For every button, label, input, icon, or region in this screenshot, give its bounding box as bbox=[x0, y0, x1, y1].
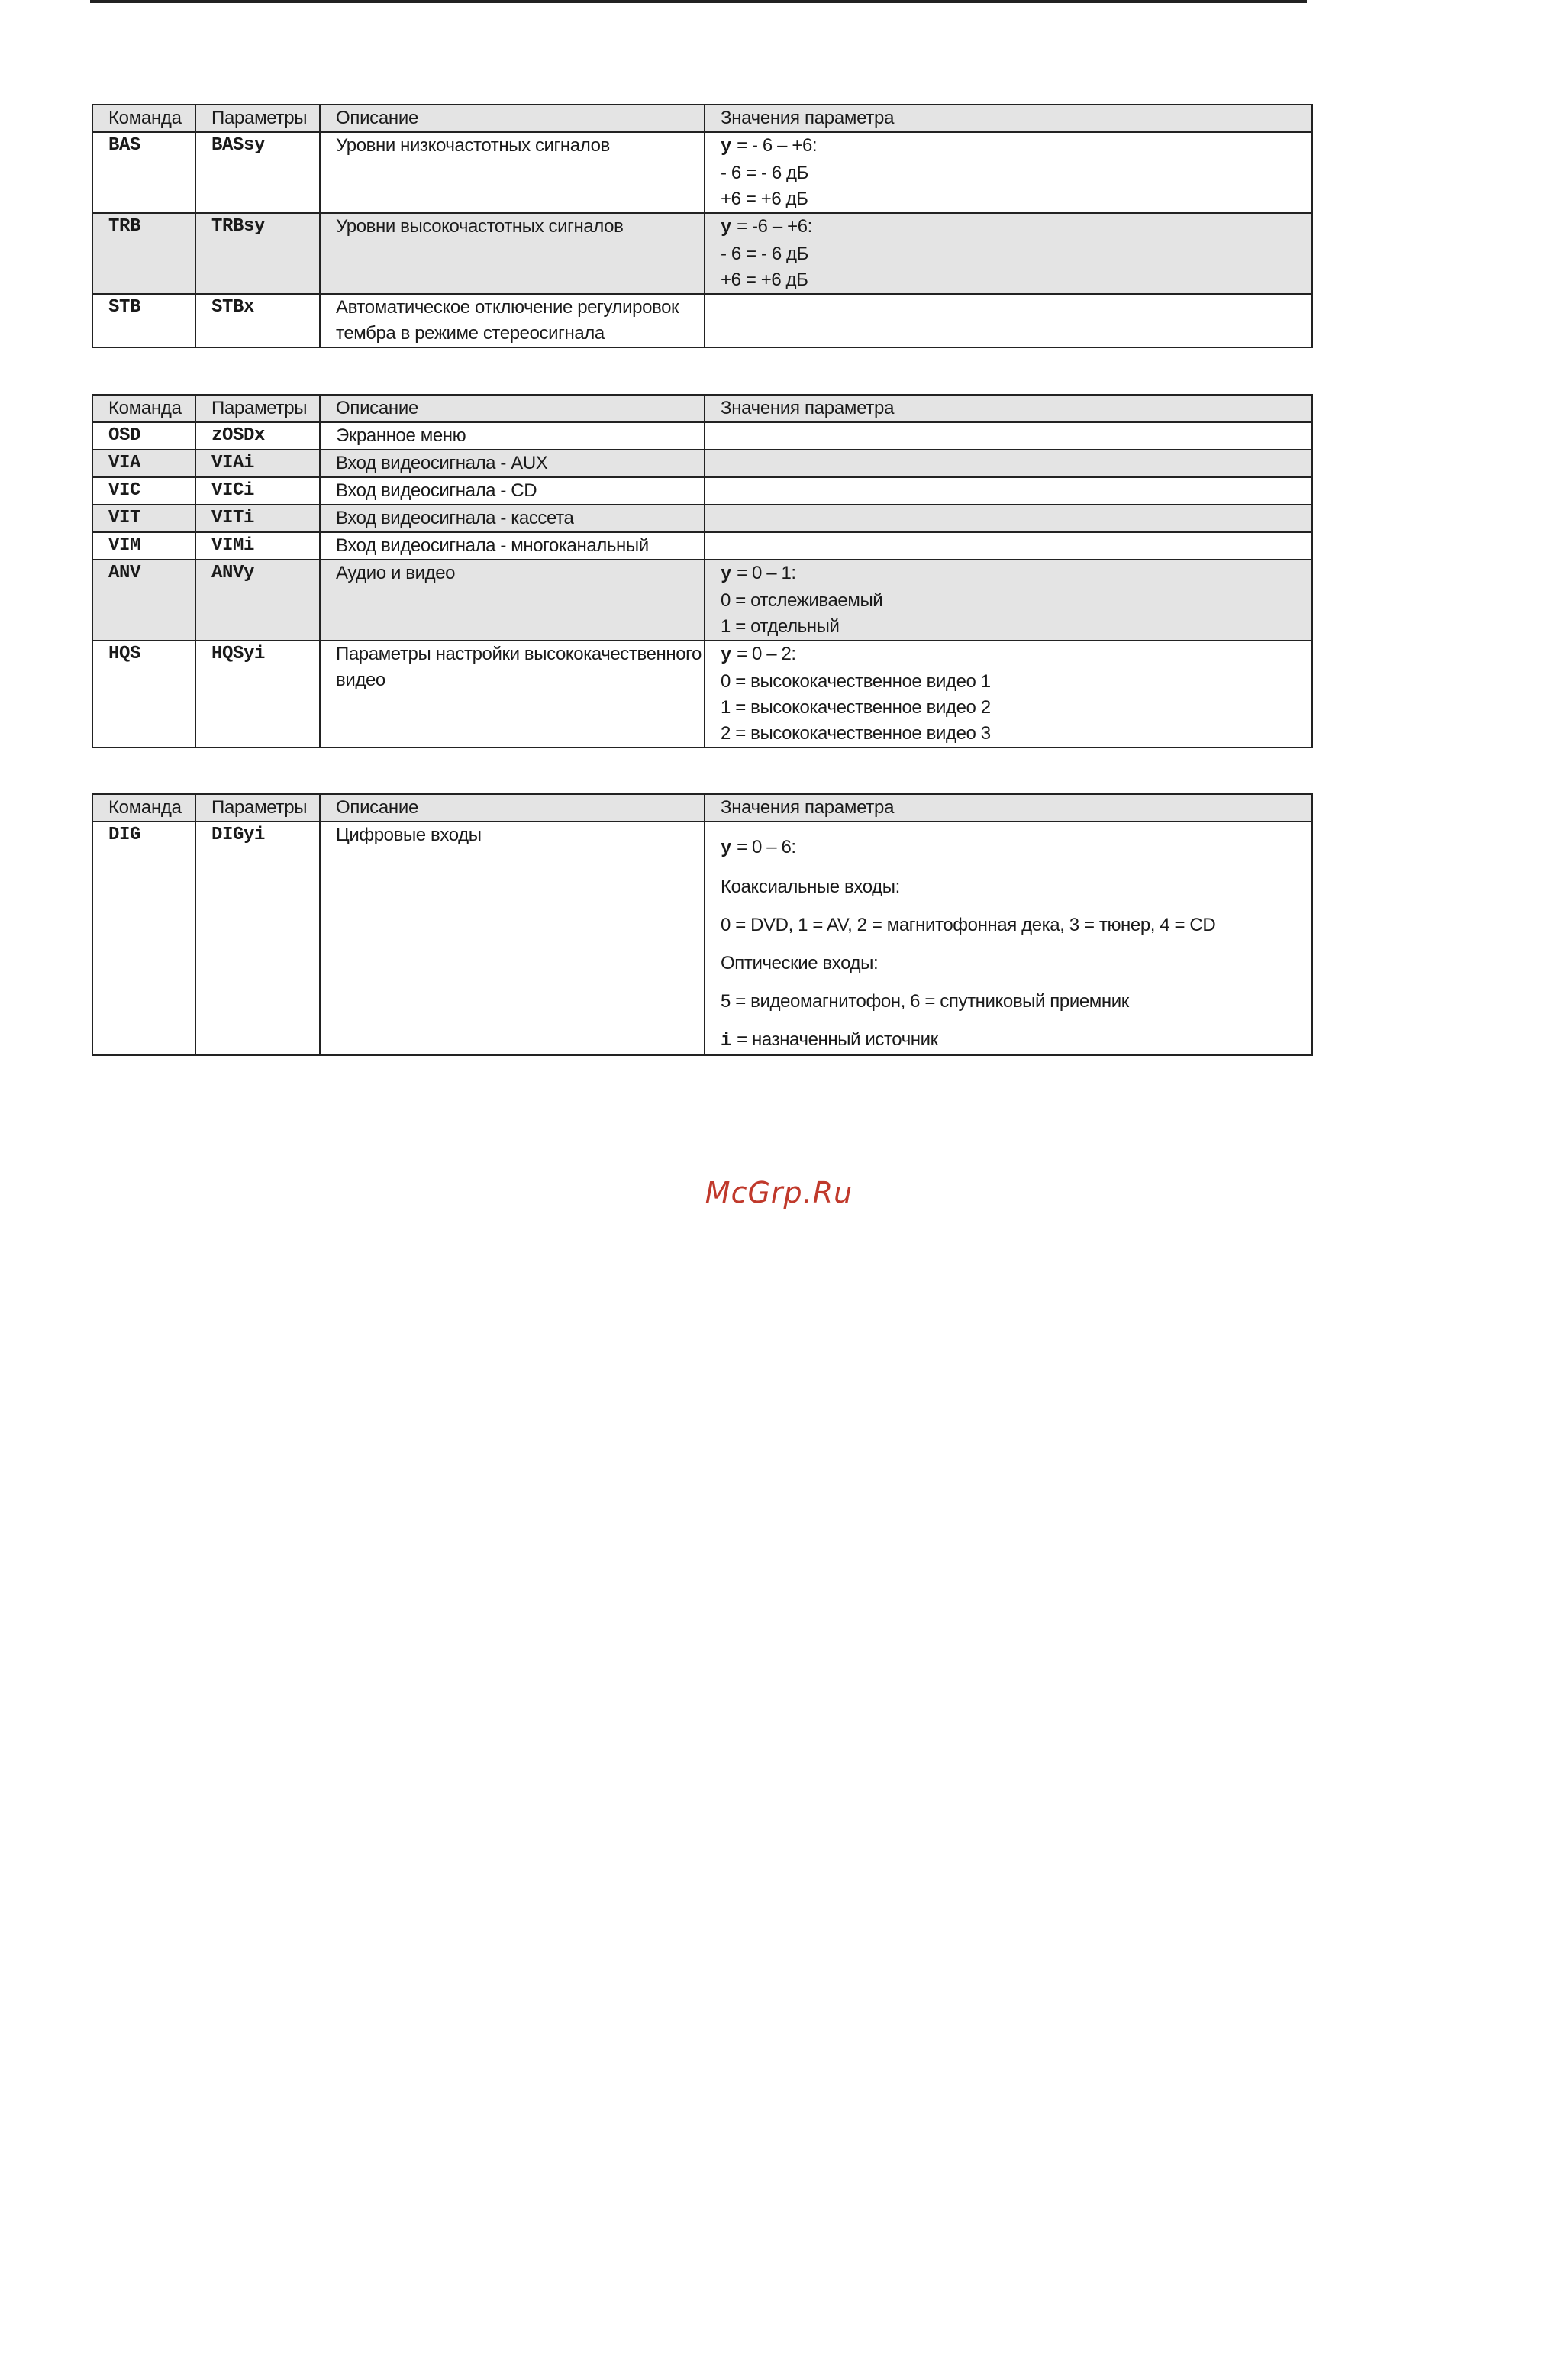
table-digital-inputs bbox=[92, 793, 1313, 1056]
value-line: +6 = +6 дБ bbox=[721, 270, 808, 290]
command-cell: VIA bbox=[92, 450, 195, 477]
description-line: видео bbox=[336, 670, 385, 690]
table-header-row bbox=[92, 105, 1312, 132]
values-cell bbox=[705, 532, 1312, 560]
value-text: = 0 – 2: bbox=[731, 644, 796, 664]
header-command: Команда bbox=[92, 395, 195, 422]
table-row bbox=[92, 477, 1312, 505]
value-code: i bbox=[721, 1031, 732, 1051]
parameter-cell: VIAi bbox=[195, 450, 320, 477]
table-video-controls bbox=[92, 394, 1313, 748]
command-cell: DIG bbox=[92, 822, 195, 1055]
watermark: McGrp.Ru bbox=[705, 1176, 853, 1209]
header-description: Описание bbox=[320, 105, 705, 132]
header-values: Значения параметра bbox=[705, 105, 1312, 132]
command-cell: VIM bbox=[92, 532, 195, 560]
values-cell bbox=[705, 641, 1312, 748]
values-cell bbox=[705, 505, 1312, 532]
values-cell bbox=[705, 560, 1312, 641]
value-text: = 0 – 1: bbox=[731, 563, 796, 583]
table-row bbox=[92, 505, 1312, 532]
values-cell bbox=[705, 294, 1312, 347]
table-row bbox=[92, 450, 1312, 477]
command-cell: STB bbox=[92, 294, 195, 347]
values-cell bbox=[705, 477, 1312, 505]
value-line bbox=[721, 1027, 1305, 1054]
parameter-cell: TRBsy bbox=[195, 213, 320, 294]
parameter-cell: HQSyi bbox=[195, 641, 320, 748]
value-line: 1 = высококачественное видео 2 bbox=[721, 697, 991, 718]
value-line bbox=[721, 214, 1305, 241]
description-cell bbox=[320, 132, 705, 213]
values-cell bbox=[705, 450, 1312, 477]
header-values: Значения параметра bbox=[705, 395, 1312, 422]
description-cell: Цифровые входы bbox=[320, 822, 705, 1055]
parameter-cell: STBx bbox=[195, 294, 320, 347]
description-cell: Аудио и видео bbox=[320, 560, 705, 641]
description-cell: Вход видеосигнала - кассета bbox=[320, 505, 705, 532]
description-line: Автоматическое отключение регулировок bbox=[336, 297, 679, 318]
value-code: y bbox=[721, 218, 732, 238]
value-line: 1 = отдельный bbox=[721, 616, 840, 637]
value-code: y bbox=[721, 564, 732, 585]
table-row bbox=[92, 132, 1312, 213]
description-line: Уровни низкочастотных сигналов bbox=[336, 135, 610, 156]
value-line: 2 = высококачественное видео 3 bbox=[721, 723, 991, 744]
values-cell bbox=[705, 213, 1312, 294]
value-code: y bbox=[721, 645, 732, 666]
value-line bbox=[721, 133, 1305, 160]
description-cell bbox=[320, 294, 705, 347]
command-cell: OSD bbox=[92, 422, 195, 450]
header-values: Значения параметра bbox=[705, 794, 1312, 822]
command-cell: BAS bbox=[92, 132, 195, 213]
command-cell: ANV bbox=[92, 560, 195, 641]
description-line: Уровни высокочастотных сигналов bbox=[336, 216, 624, 237]
table-row bbox=[92, 422, 1312, 450]
table-row bbox=[92, 532, 1312, 560]
value-line: 0 = DVD, 1 = AV, 2 = магнитофонная дека, 3 = тюнер, 4 = CD bbox=[721, 915, 1216, 935]
value-line: Оптические входы: bbox=[721, 953, 879, 974]
value-text: = назначенный источник bbox=[731, 1029, 938, 1050]
description-line: Параметры настройки высококачественного bbox=[336, 644, 702, 664]
header-parameters: Параметры bbox=[195, 395, 320, 422]
command-cell: VIC bbox=[92, 477, 195, 505]
command-cell: TRB bbox=[92, 213, 195, 294]
value-line: +6 = +6 дБ bbox=[721, 189, 808, 209]
parameter-cell: zOSDx bbox=[195, 422, 320, 450]
description-cell: Вход видеосигнала - AUX bbox=[320, 450, 705, 477]
table-row bbox=[92, 641, 1312, 748]
value-text: = 0 – 6: bbox=[731, 837, 796, 857]
value-text: = - 6 – +6: bbox=[731, 135, 818, 156]
parameter-cell: BASsy bbox=[195, 132, 320, 213]
header-parameters: Параметры bbox=[195, 105, 320, 132]
parameter-cell: VITi bbox=[195, 505, 320, 532]
top-rule bbox=[90, 0, 1307, 3]
values-cell bbox=[705, 132, 1312, 213]
command-cell: HQS bbox=[92, 641, 195, 748]
command-cell: VIT bbox=[92, 505, 195, 532]
value-line: 5 = видеомагнитофон, 6 = спутниковый приемник bbox=[721, 991, 1129, 1012]
value-line: 0 = высококачественное видео 1 bbox=[721, 671, 991, 692]
description-cell: Экранное меню bbox=[320, 422, 705, 450]
header-parameters: Параметры bbox=[195, 794, 320, 822]
values-cell bbox=[705, 422, 1312, 450]
parameter-cell: VIMi bbox=[195, 532, 320, 560]
table-row bbox=[92, 822, 1312, 1055]
description-cell bbox=[320, 641, 705, 748]
value-code: y bbox=[721, 838, 732, 859]
description-line: тембра в режиме стереосигнала bbox=[336, 323, 605, 344]
table-header-row bbox=[92, 395, 1312, 422]
table-row bbox=[92, 560, 1312, 641]
header-command: Команда bbox=[92, 794, 195, 822]
header-description: Описание bbox=[320, 395, 705, 422]
value-line bbox=[721, 641, 1305, 669]
value-line: - 6 = - 6 дБ bbox=[721, 244, 808, 264]
description-cell: Вход видеосигнала - CD bbox=[320, 477, 705, 505]
value-line: Коаксиальные входы: bbox=[721, 877, 900, 897]
description-cell bbox=[320, 213, 705, 294]
value-code: y bbox=[721, 137, 732, 157]
parameter-cell: DIGyi bbox=[195, 822, 320, 1055]
description-cell: Вход видеосигнала - многоканальный bbox=[320, 532, 705, 560]
value-text: = -6 – +6: bbox=[731, 216, 812, 237]
parameter-cell: ANVy bbox=[195, 560, 320, 641]
value-line bbox=[721, 560, 1305, 588]
table-header-row bbox=[92, 794, 1312, 822]
value-line bbox=[721, 835, 1305, 862]
table-row bbox=[92, 213, 1312, 294]
value-line: 0 = отслеживаемый bbox=[721, 590, 883, 611]
header-description: Описание bbox=[320, 794, 705, 822]
table-row bbox=[92, 294, 1312, 347]
table-tone-controls bbox=[92, 104, 1313, 348]
header-command: Команда bbox=[92, 105, 195, 132]
values-cell bbox=[705, 822, 1312, 1055]
parameter-cell: VICi bbox=[195, 477, 320, 505]
value-line: - 6 = - 6 дБ bbox=[721, 163, 808, 183]
